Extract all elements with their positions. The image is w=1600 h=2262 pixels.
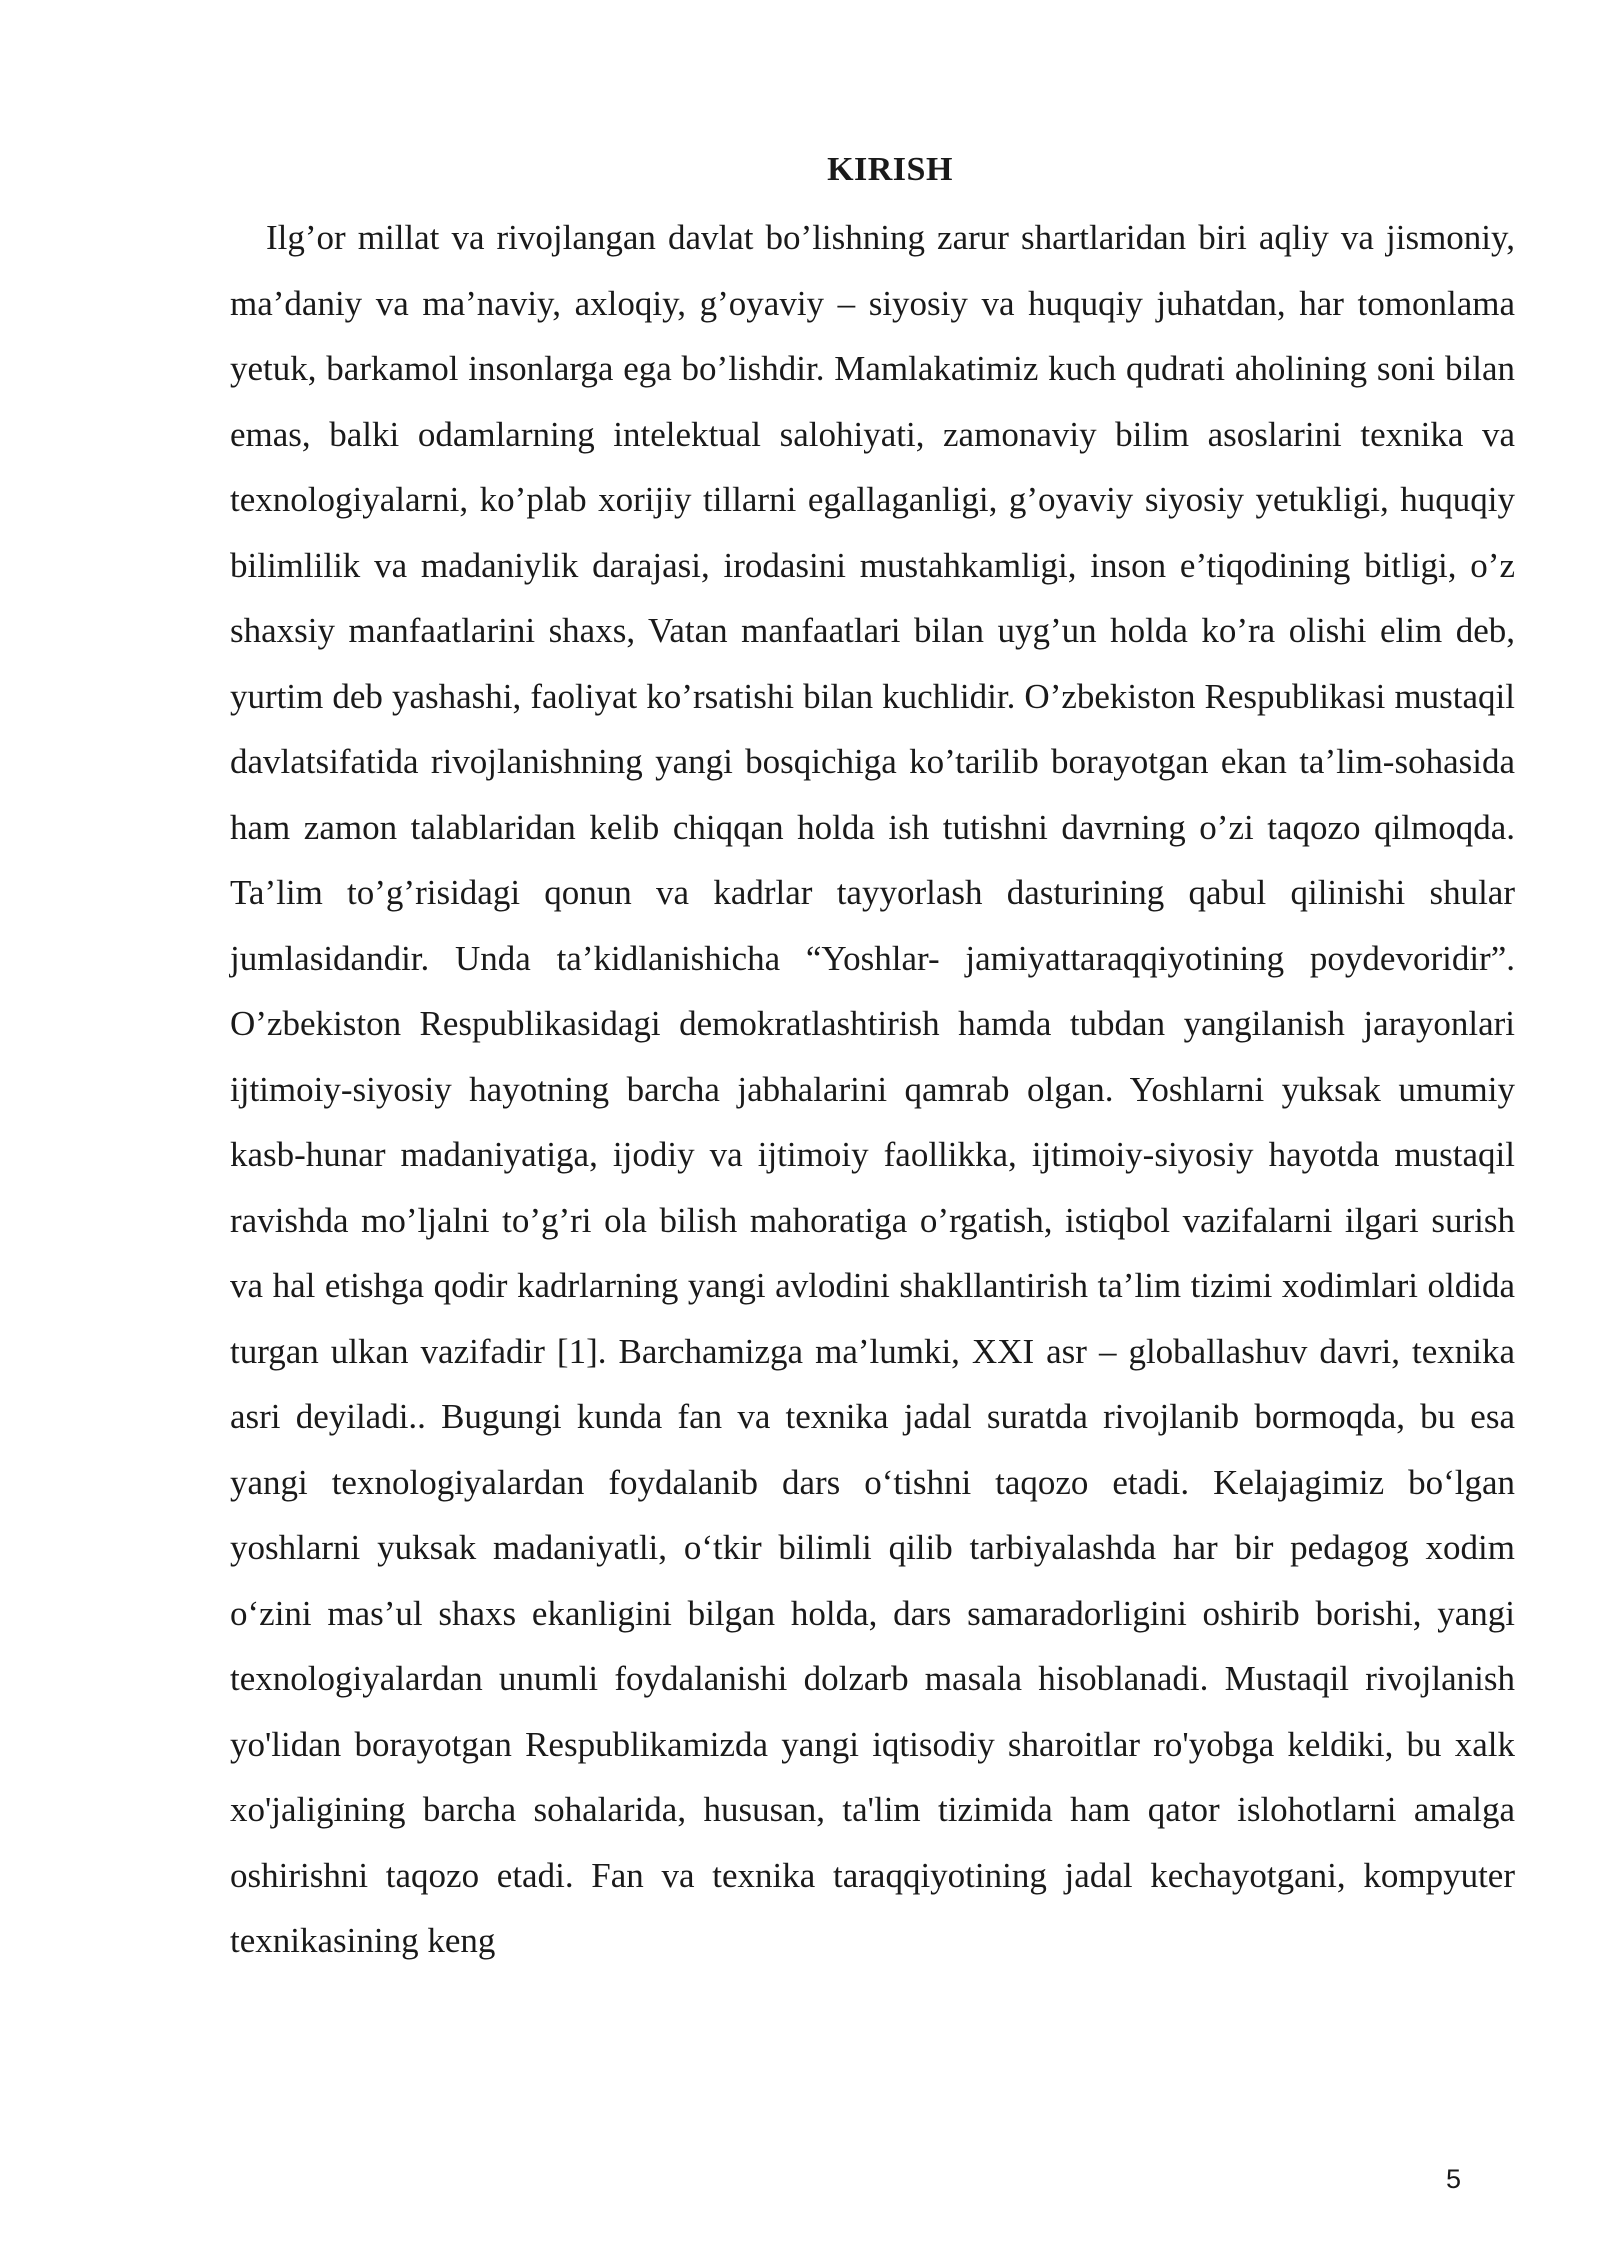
body-paragraph: Ilg’or millat va rivojlangan davlat bo’lishning zarur shartlaridan biri aqliy va jismoniy, ma’daniy va ma’naviy, axloqiy, g’oyaviy – siyosiy va huquqiy juhatdan, har tomonlama yetuk, barkamol insonlarga ega bo’lishdir. Mamlakatimiz kuch qudrati aholining soni bilan emas, balki odamlarning intelektual salohiyati, zamonaviy bilim asoslarini texnika va texnologiyalarni, ko’plab xorijiy tillarni egallaganligi, g’oyaviy siyosiy yetukligi, huquqiy bilimlilik va madaniylik darajasi, irodasini mustahkamligi, inson e’tiqodining bitligi, o’z shaxsiy manfaatlarini shaxs, Vatan manfaatlari bilan uyg’un holda ko’ra olishi elim deb, yurtim deb yashashi, faoliyat ko’rsatishi bilan kuchlidir. O’zbekiston Respublikasi mustaqil davlatsifatida rivojlanishning yangi bosqichiga ko’tarilib borayotgan ekan ta’lim-sohasida ham zamon talablaridan kelib chiqqan holda ish tutishni davrning o’zi taqozo qilmoqda. Ta’lim to’g’risidagi qonun va kadrlar tayyorlash dasturining qabul qilinishi shular jumlasidandir. Unda ta’kidlanishicha “Yoshlar- jamiyattaraqqiyotining poydevoridir”. O’zbekiston Respublikasidagi demokratlashtirish hamda tubdan yangilanish jarayonlari ijtimoiy-siyosiy hayotning barcha jabhalarini qamrab olgan. Yoshlarni yuksak umumiy kasb-hunar madaniyatiga, ijodiy va ijtimoiy faollikka, ijtimoiy-siyosiy hayotda mustaqil ravishda mo’ljalni to’g’ri ola bilish mahoratiga o’rgatish, istiqbol vazifalarni ilgari surish va hal etishga qodir kadrlarning yangi avlodini shakllantirish ta’lim tizimi xodimlari oldida turgan ulkan vazifadir [1]. Barchamizga ma’lumki, XXI asr – globallashuv davri, texnika asri deyiladi.. Bugungi kunda fan va texnika jadal suratda rivojlanib bormoqda, bu esa yangi texnologiyalardan foydalanib dars o‘tishni taqozo etadi. Kelajagimiz bo‘lgan yoshlarni yuksak madaniyatli, o‘tkir bilimli qilib tarbiyalashda har bir pedagog xodim o‘zini mas’ul shaxs ekanligini bilgan holda, dars samaradorligini oshirib borishi, yangi texnologiyalardan unumli foydalanishi dolzarb masala hisoblanadi. Mustaqil rivojlanish yo'lidan borayotgan Respublikamizda yangi iqtisodiy sharoitlar ro'yobga keldiki, bu xalk xo'jaligining barcha sohalarida, hususan, ta'lim tizimida ham qator islohotlarni amalga oshirishni taqozo etadi. Fan va texnika taraqqiyotining jadal kechayotgani, kompyuter texnikasining keng [230,218,1515,1960]
page-title: KIRISH [827,151,953,188]
page-number: 5 [1446,2164,1462,2194]
